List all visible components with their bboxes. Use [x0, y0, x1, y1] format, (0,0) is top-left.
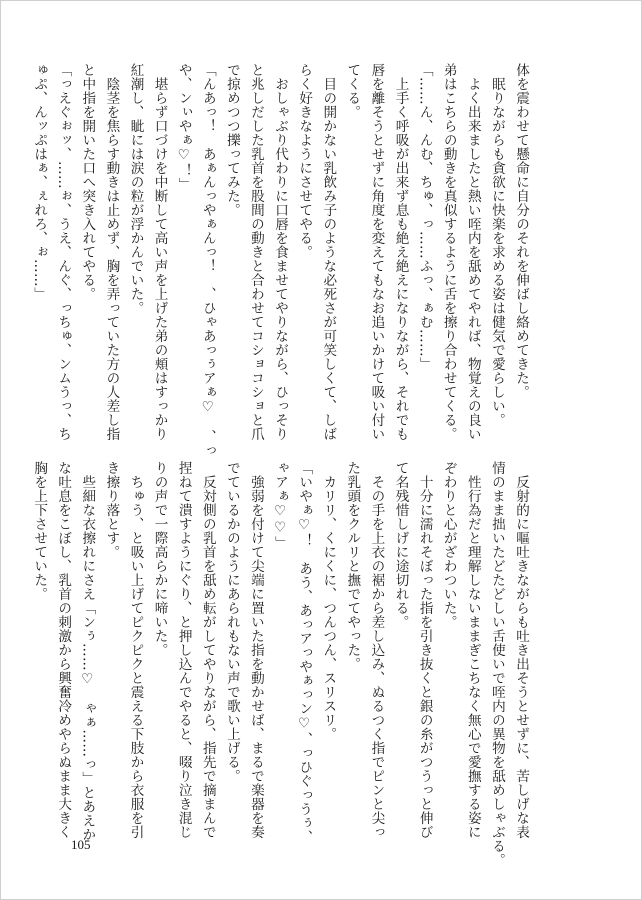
text-line: 弟はこちらの動きを真似するように舌を擦り合わせてくる。	[440, 63, 457, 441]
text-line: た乳頭をクルリと撫でてやった。	[344, 461, 361, 671]
text-line: て名残惜しげに途切れる。	[392, 461, 409, 629]
text-line: その手を上衣の裾から差し込み、ぬるつく指でピンと尖っ	[368, 461, 385, 839]
text-line: 反射的に嘔吐きながらも吐き出そうとせずに、苦しげな表	[513, 461, 529, 839]
text-line: 些細な衣擦れにさえ「ンぅ……♡ ゃぁ……っ」とあえか	[79, 461, 96, 842]
text-line: 体を震わせて懸命に自分のそれを伸ばし絡めてきた。	[513, 63, 529, 399]
text-line: 唇を離そうとせずに角度を変えてもなお追いかけて吸い付い	[368, 63, 385, 441]
text-line: 「……ん、んむ、ちゅ、っ……ふっ、ぁむ……」	[416, 63, 433, 371]
text-line: 捏ねて潰すようにぐり、と押し込んでやると、啜り泣き混じ	[175, 461, 192, 839]
text-line: ゅぷ、んッぷはぁ、ぇれろ、ぉ……」	[31, 63, 48, 301]
text-line: 「んあっ！ あぁんっやぁんっ！ 、ひゃあっぅアぁ♡ 、っ	[199, 63, 216, 458]
text-line: 強弱を付けて尖端に置いた指を動かせば、まるで楽器を奏	[247, 461, 264, 839]
text-line: で掠めつつ擽ってみた。	[223, 63, 240, 217]
text-line: な吐息をこぼし、乳首の刺激から興奮冷めやらぬまま大きく	[55, 461, 72, 839]
text-line: と兆しだした乳首を股間の動きと合わせてコショコショと爪	[247, 63, 264, 441]
text-line: 堪らず口づけを中断して高い声を上げた弟の頬はすっかり	[151, 63, 168, 441]
text-line: よく出来ましたと熱い咥内を舐めてやれば、物覚えの良い	[464, 63, 481, 441]
text-line: き擦り落とす。	[103, 461, 120, 559]
text-line: 目の開かない乳飲み子のような必死さが可笑しくて、しば	[320, 63, 337, 441]
text-line: と中指を開いた口へ突き入れてやる。	[79, 63, 96, 301]
upper-text-block	[27, 63, 533, 458]
page-number: 105	[71, 837, 91, 852]
text-line: 情のまま拙いたどたどしい舌使いで咥内の異物を舐めしゃぶる。	[488, 461, 505, 867]
text-line: 陰茎を焦らす動きは止めず、胸を弄っていた方の人差し指	[103, 63, 120, 441]
text-line: 眠りながらも貪欲に快楽を求める姿は健気で愛らしい。	[488, 63, 505, 427]
text-line: おしゃぶり代わりに口唇を食ませてやりながら、ひっそり	[272, 63, 289, 441]
text-line: カリリ、くにくに、つんつん、スリスリ。	[320, 461, 337, 741]
text-line: 上手く呼吸が出来ず息も絶え絶えになりながら、それでも	[392, 63, 409, 441]
text-line: 胸を上下させていた。	[31, 461, 48, 601]
text-line: ぞわりと心がざわついた。	[440, 461, 457, 629]
text-line: 性行為だと理解しないままぎこちなく無心で愛撫する姿に	[464, 461, 481, 839]
text-line: 反対側の乳首を舐め転がしてやりながら、指先で摘まんで	[199, 461, 216, 839]
text-line: りの声で一際高らかに啼いた。	[151, 461, 168, 657]
text-line: 「っえぐぉッ、……ぉ、うえ、んぐ、っちゅ、ンムうっ、ち	[55, 63, 72, 441]
text-line: でているかのようにあられもない声で歌い上げる。	[223, 461, 240, 783]
text-line: ちゅう、と吸い上げてピクピクと震える下肢から衣服を引	[127, 461, 144, 839]
text-line: ゃアぁ♡♡」	[272, 461, 289, 550]
text-line: 十分に濡れそぼった指を引き抜くと銀の糸がつうっと伸び	[416, 461, 433, 839]
text-line: 紅潮し、眦には涙の粒が浮かんでいた。	[127, 63, 144, 315]
text-line: 「いやぁ♡！ あう、あっアっやぁっン♡、っひぐっうぅ、	[296, 461, 313, 844]
text-line: てくる。	[344, 63, 361, 119]
text-line: や、ンぃやぁ♡！」	[175, 63, 192, 192]
text-line: らく好きなようにさせてやる。	[296, 63, 313, 259]
